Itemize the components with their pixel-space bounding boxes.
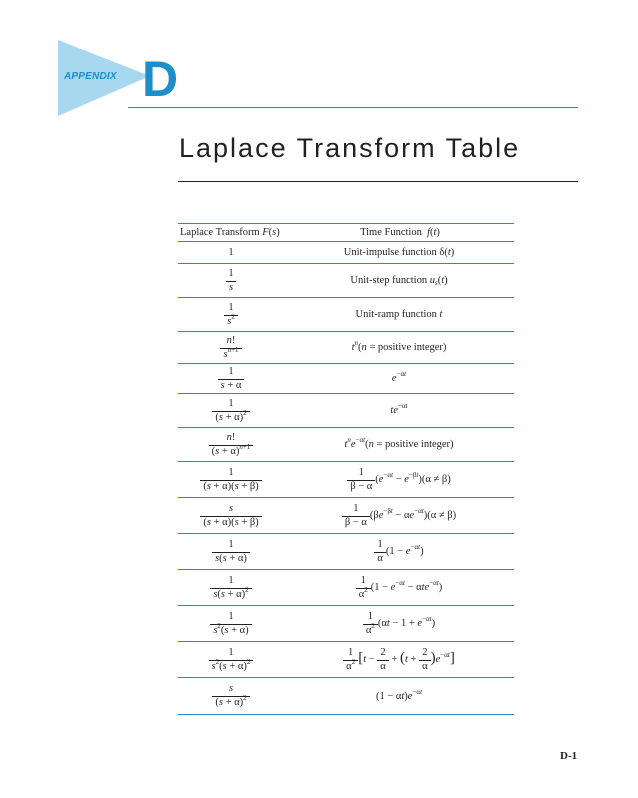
time-function-cell: $te^{-\alpha t}$ [390,402,408,416]
time-function-cell: Unit-step function $u_s(t)$ [350,275,448,287]
header-time-function: Time Function f(t) [360,227,440,238]
page-number: D-1 [560,750,578,762]
time-function-cell: $\frac{1}{\alpha^2}$ [t − $\frac{2}{\alpha}$ + (t + $\frac{2}{\alpha}$ )$e^{-\alpha t}$] [284,647,514,672]
transform-cell: $\frac{1}{s^2(s + \alpha)^2}$ [178,647,284,672]
header-rule [128,107,578,108]
transform-cell: $\frac{s}{(s + \alpha)(s + \beta)}$ [178,503,284,528]
time-function-cell: $e^{-\alpha t}$ [391,370,407,384]
laplace-table [178,223,514,715]
time-function-cell: Unit-ramp function t [355,309,443,320]
table-row [178,534,514,570]
title-rule [178,181,578,182]
table-header-row [178,224,514,242]
time-function-cell: $\frac{1}{\beta - \alpha}$ $(\beta e^{-\beta t} - \alpha e^{-\alpha t})(\alpha \ne \beta)$ [284,503,514,528]
time-function-cell: $\frac{1}{\alpha^2}$ $(\alpha t - 1 + e^{-\alpha t})$ [284,611,514,636]
time-function-cell: $\frac{1}{\beta - \alpha}$ $(e^{-\alpha t} - e^{-\beta t})(\alpha \ne \beta)$ [284,467,514,492]
time-function-cell: $t^n(n$ = positive integer) [351,339,447,353]
table-row [178,570,514,606]
time-function-cell: $(1 - \alpha t)e^{-\alpha t}$ [375,687,423,702]
appendix-label: APPENDIX [64,71,117,82]
table-row [178,394,514,428]
time-function-cell: $\frac{1}{\alpha}$ $(1 - e^{-\alpha t})$ [284,539,514,564]
transform-cell: $\frac{n!}{(s + \alpha)^{n+1}}$ [178,432,284,457]
transform-cell: $\frac{1}{s}$ [178,268,284,293]
transform-cell: $\frac{s}{(s + \alpha)^2}$ [178,683,284,708]
transform-cell: $\frac{1}{(s + \alpha)^2}$ [178,398,284,423]
table-row [178,264,514,298]
transform-cell: $\frac{1}{s(s + \alpha)}$ [178,539,284,564]
header-transform: Laplace Transform F(s) [180,227,280,238]
transform-cell: 1 [228,247,234,258]
appendix-letter: D [142,51,179,107]
transform-cell: $\frac{1}{s(s + \alpha)^2}$ [178,575,284,600]
transform-cell: $\frac{n!}{s^{n+1}}$ [178,335,284,360]
transform-cell: $\frac{1}{s^2(s + \alpha)}$ [178,611,284,636]
table-row [178,428,514,462]
table-row [178,606,514,642]
appendix-triangle-graphic [0,0,150,120]
table-row [178,678,514,715]
transform-cell: $\frac{1}{(s + \alpha)(s + \beta)}$ [178,467,284,492]
table-row [178,498,514,534]
time-function-cell: $t^ne^{-\alpha t}(n$ = positive integer) [344,436,454,450]
transform-cell: $\frac{1}{s + \alpha}$ [178,366,284,391]
time-function-cell: $\frac{1}{\alpha^2}$ $(1 - e^{-\alpha t} - \alpha te^{-\alpha t})$ [284,575,514,600]
table-row [178,462,514,498]
table-row [178,298,514,332]
time-function-cell: Unit-impulse function δ(t) [343,247,455,258]
table-row [178,242,514,264]
table-row [178,332,514,364]
transform-cell: $\frac{1}{s^2}$ [178,302,284,327]
page-title: Laplace Transform Table [179,133,521,163]
table-row [178,364,514,394]
table-row [178,642,514,678]
